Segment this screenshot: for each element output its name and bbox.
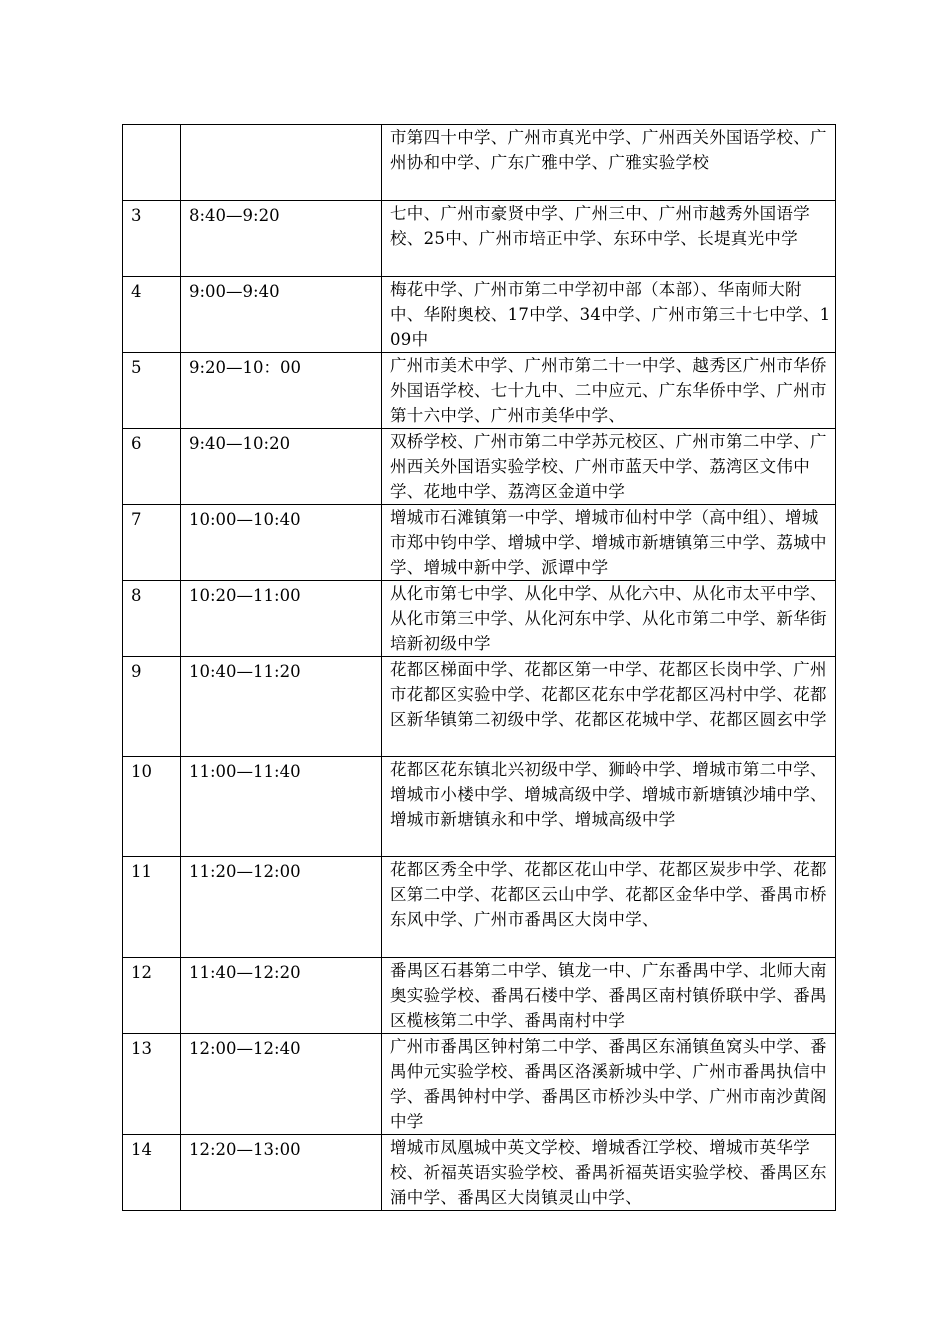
time-slot: 11:40—12:20 (181, 958, 382, 1034)
row-number: 8 (123, 581, 181, 657)
time-slot: 10:00—10:40 (181, 505, 382, 581)
row-number (123, 125, 181, 201)
table-row (123, 657, 836, 757)
time-slot: 9:20—10：00 (181, 353, 382, 429)
table-row (123, 857, 836, 958)
row-number: 13 (123, 1034, 181, 1135)
school-list: 双桥学校、广州市第二中学苏元校区、广州市第二中学、广州西关外国语实验学校、广州市蓝天中学、荔湾区文伟中学、花地中学、荔湾区金道中学 (382, 429, 836, 505)
table-row (123, 958, 836, 1034)
time-slot: 9:40—10:20 (181, 429, 382, 505)
time-slot: 8:40—9:20 (181, 201, 382, 277)
row-number: 3 (123, 201, 181, 277)
row-number: 5 (123, 353, 181, 429)
table-row (123, 1135, 836, 1211)
school-list: 花都区梯面中学、花都区第一中学、花都区长岗中学、广州市花都区实验中学、花都区花东中学花都区冯村中学、花都区新华镇第二初级中学、花都区花城中学、花都区圆玄中学 (382, 657, 836, 757)
row-number: 7 (123, 505, 181, 581)
school-list: 七中、广州市豪贤中学、广州三中、广州市越秀外国语学校、25中、广州市培正中学、东环中学、长堤真光中学 (382, 201, 836, 277)
table-row (123, 429, 836, 505)
time-slot: 11:20—12:00 (181, 857, 382, 958)
time-slot: 9:00—9:40 (181, 277, 382, 353)
time-slot (181, 125, 382, 201)
row-number: 9 (123, 657, 181, 757)
row-number: 6 (123, 429, 181, 505)
table-row (123, 277, 836, 353)
row-number: 10 (123, 757, 181, 857)
school-list: 市第四十中学、广州市真光中学、广州西关外国语学校、广州协和中学、广东广雅中学、广雅实验学校 (382, 125, 836, 201)
table-row (123, 505, 836, 581)
school-list: 广州市番禺区钟村第二中学、番禺区东涌镇鱼窝头中学、番禺仲元实验学校、番禺区洛溪新城中学、广州市番禺执信中学、番禺钟村中学、番禺区市桥沙头中学、广州市南沙黄阁中学 (382, 1034, 836, 1135)
table-row (123, 581, 836, 657)
school-list: 花都区秀全中学、花都区花山中学、花都区炭步中学、花都区第二中学、花都区云山中学、花都区金华中学、番禺市桥东风中学、广州市番禺区大岗中学、 (382, 857, 836, 958)
school-list: 从化市第七中学、从化中学、从化六中、从化市太平中学、从化市第三中学、从化河东中学、从化市第二中学、新华街培新初级中学 (382, 581, 836, 657)
school-list: 增城市石滩镇第一中学、增城市仙村中学（高中组）、增城市郑中钧中学、增城中学、增城市新塘镇第三中学、荔城中学、增城中新中学、派谭中学 (382, 505, 836, 581)
row-number: 14 (123, 1135, 181, 1211)
schedule-table (122, 124, 836, 1211)
row-number: 4 (123, 277, 181, 353)
school-list: 花都区花东镇北兴初级中学、狮岭中学、增城市第二中学、增城市小楼中学、增城高级中学、增城市新塘镇沙埔中学、增城市新塘镇永和中学、增城高级中学 (382, 757, 836, 857)
school-list: 番禺区石碁第二中学、镇龙一中、广东番禺中学、北师大南奥实验学校、番禺石楼中学、番禺区南村镇侨联中学、番禺区榄核第二中学、番禺南村中学 (382, 958, 836, 1034)
time-slot: 10:40—11:20 (181, 657, 382, 757)
time-slot: 12:20—13:00 (181, 1135, 382, 1211)
school-list: 梅花中学、广州市第二中学初中部（本部）、华南师大附中、华附奥校、17中学、34中学、广州市第三十七中学、109中 (382, 277, 836, 353)
time-slot: 11:00—11:40 (181, 757, 382, 857)
school-list: 增城市凤凰城中英文学校、增城香江学校、增城市英华学校、祈福英语实验学校、番禺祈福英语实验学校、番禺区东涌中学、番禺区大岗镇灵山中学、 (382, 1135, 836, 1211)
time-slot: 12:00—12:40 (181, 1034, 382, 1135)
table-row (123, 353, 836, 429)
table-row (123, 125, 836, 201)
table-row (123, 757, 836, 857)
school-list: 广州市美术中学、广州市第二十一中学、越秀区广州市华侨外国语学校、七十九中、二中应元、广东华侨中学、广州市第十六中学、广州市美华中学、 (382, 353, 836, 429)
time-slot: 10:20—11:00 (181, 581, 382, 657)
row-number: 12 (123, 958, 181, 1034)
table-row (123, 1034, 836, 1135)
row-number: 11 (123, 857, 181, 958)
table-row (123, 201, 836, 277)
